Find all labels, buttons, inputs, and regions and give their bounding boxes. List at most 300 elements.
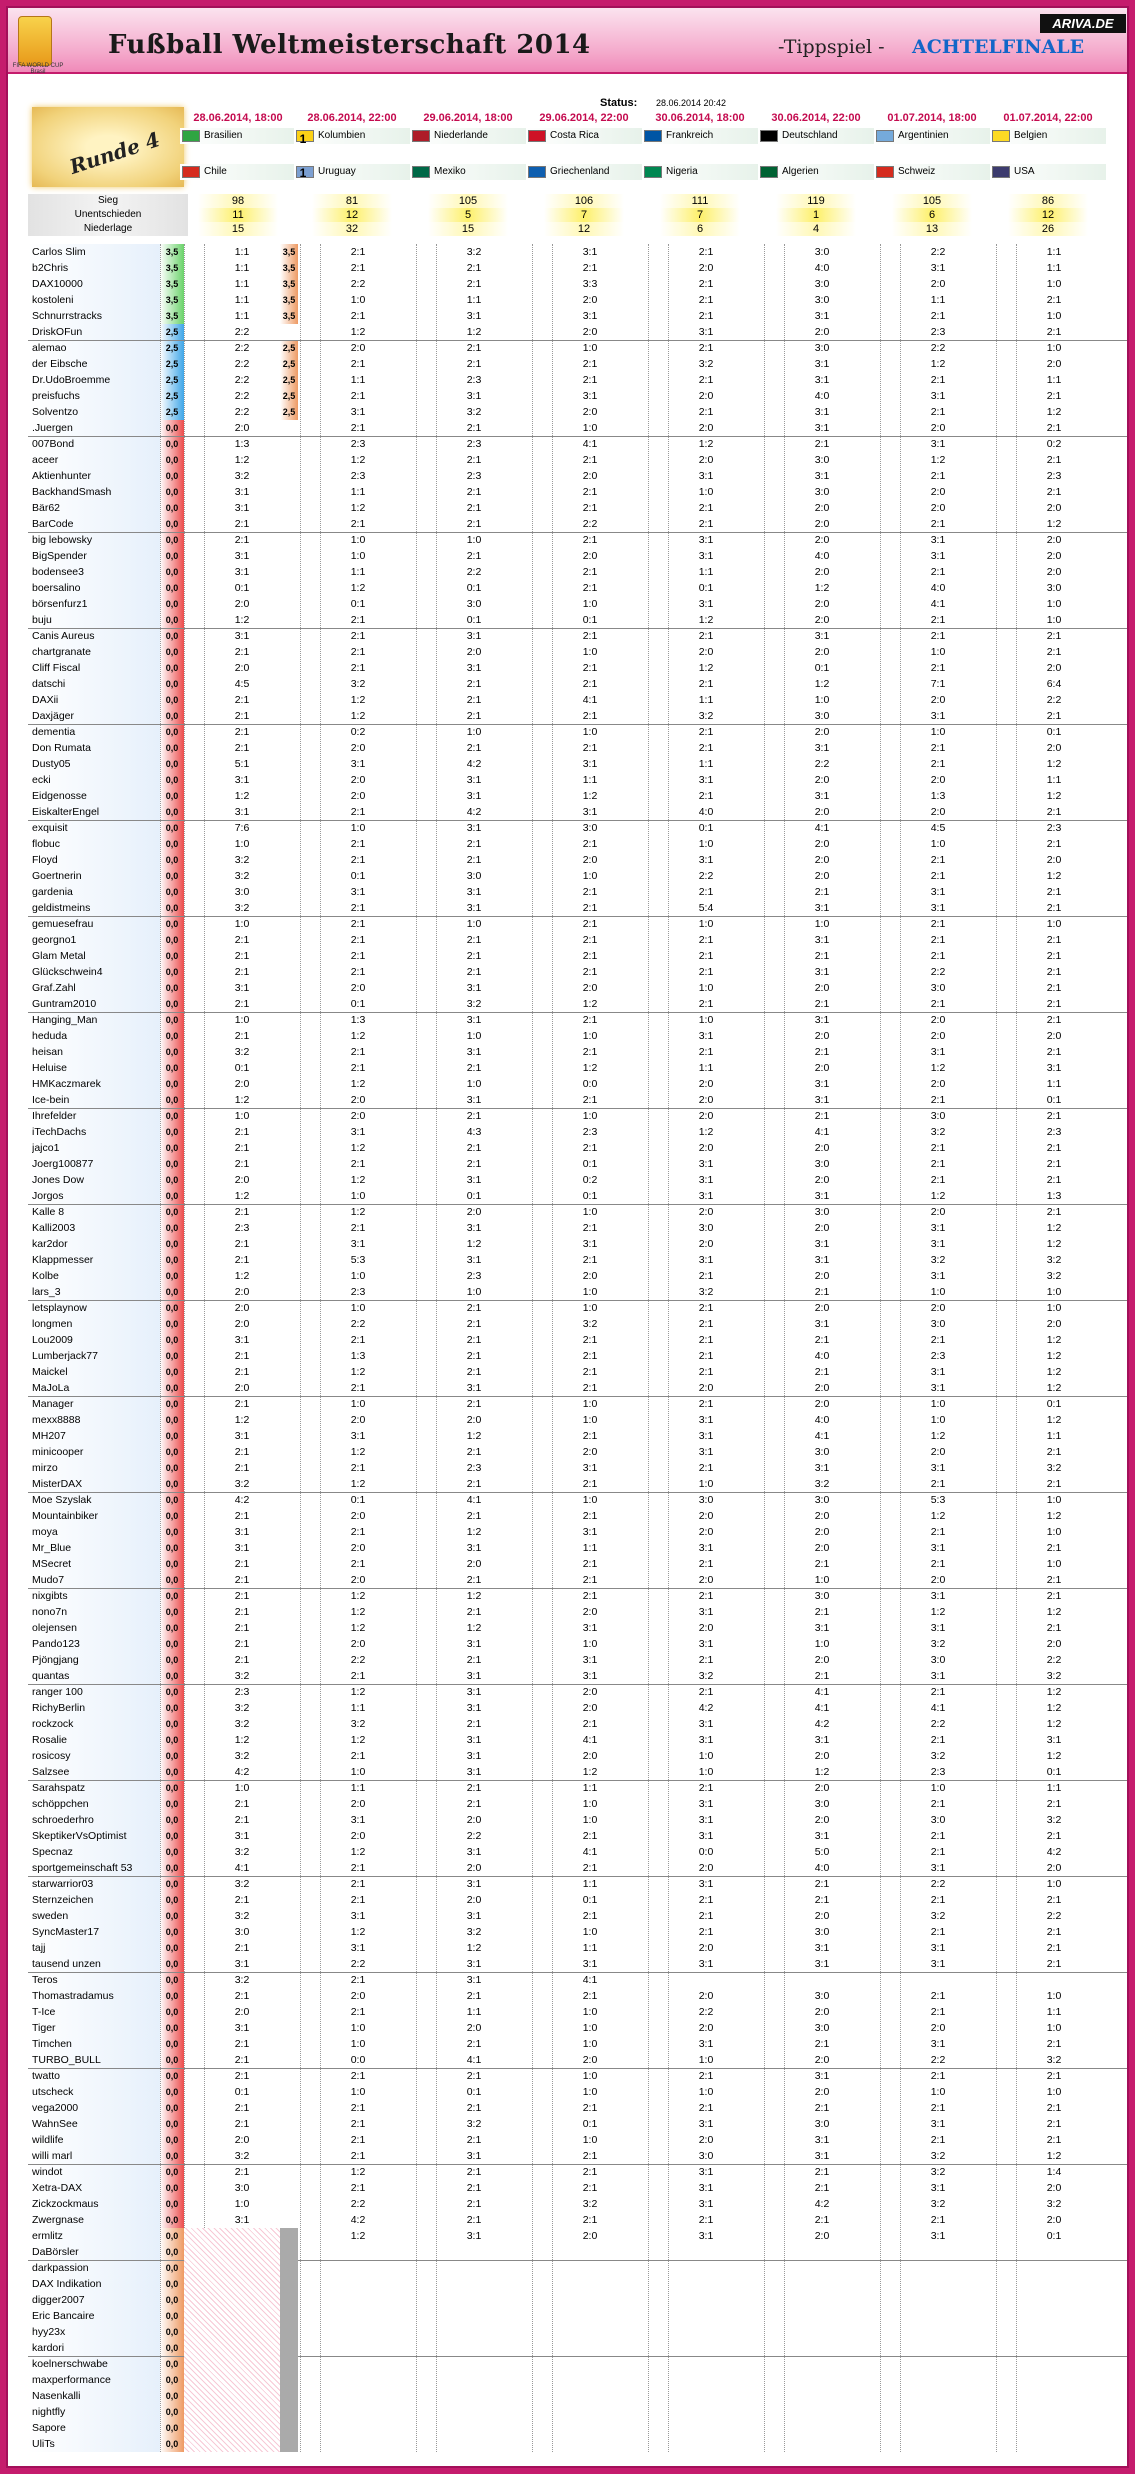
player-name[interactable]: Eric Bancaire xyxy=(32,2310,95,2322)
player-name[interactable]: willi marl xyxy=(32,2150,73,2162)
tip-cell: 2:1 xyxy=(930,310,946,322)
player-name[interactable]: Goertnerin xyxy=(32,870,82,882)
tip-cell: 2:1 xyxy=(930,2134,946,2146)
tip-cell: 1:0 xyxy=(814,1638,830,1650)
ariva-logo[interactable]: ARIVA.DE xyxy=(1040,14,1126,33)
player-name[interactable]: alemao xyxy=(32,342,67,354)
tip-cell: 3:1 xyxy=(466,630,482,642)
player-name[interactable]: hyy23x xyxy=(32,2326,66,2338)
points-badge: 0,0 xyxy=(160,468,184,484)
team-1-cell xyxy=(874,128,990,144)
tip-cell: 2:1 xyxy=(350,902,366,914)
player-name[interactable]: rosicosy xyxy=(32,1750,71,1762)
player-name[interactable]: UliTs xyxy=(32,2438,55,2450)
player-name[interactable]: wildlife xyxy=(32,2134,64,2146)
points-badge: 0,0 xyxy=(160,1108,184,1124)
player-name[interactable]: kostoleni xyxy=(32,294,74,306)
stat-value: 32 xyxy=(312,222,392,236)
tip-cell: 2:1 xyxy=(698,1910,714,1922)
player-name[interactable]: Pando123 xyxy=(32,1638,80,1650)
player-name[interactable]: Canis Aureus xyxy=(32,630,95,642)
player-name[interactable]: buju xyxy=(32,614,52,626)
points-badge: 0,0 xyxy=(160,2436,184,2452)
stat-value: 5 xyxy=(428,208,508,222)
tip-cell: 1:2 xyxy=(1046,2150,1062,2162)
tip-cell: 1:0 xyxy=(930,838,946,850)
player-name[interactable]: Zickzockmaus xyxy=(32,2198,99,2210)
player-name[interactable]: Carlos Slim xyxy=(32,246,86,258)
player-name[interactable]: Zwergnase xyxy=(32,2214,84,2226)
player-name[interactable]: utscheck xyxy=(32,2086,74,2098)
tip-cell: 2:1 xyxy=(466,1302,482,1314)
player-name[interactable]: iTechDachs xyxy=(32,1126,87,1138)
points-badge: 0,0 xyxy=(160,1332,184,1348)
tip-cell: 3:1 xyxy=(698,2118,714,2130)
points-badge: 2,5 xyxy=(160,356,184,372)
table-row xyxy=(28,980,1128,996)
tip-cell: 2:1 xyxy=(466,1606,482,1618)
player-name[interactable]: Xetra-DAX xyxy=(32,2182,83,2194)
tip-cell: 3:2 xyxy=(234,1670,250,1682)
stat-value: 12 xyxy=(312,208,392,222)
player-name[interactable]: Jones Dow xyxy=(32,1174,84,1186)
tip-cell: 1:4 xyxy=(1046,2166,1062,2178)
tip-cell: 3:1 xyxy=(814,1254,830,1266)
player-name[interactable]: Moe Szyslak xyxy=(32,1494,92,1506)
player-name[interactable]: Sarahspatz xyxy=(32,1782,86,1794)
tip-cell: 3:1 xyxy=(466,2150,482,2162)
points-badge: 0,0 xyxy=(160,932,184,948)
player-name[interactable]: DAXii xyxy=(32,694,59,706)
tip-cell: 1:2 xyxy=(350,1078,366,1090)
player-name[interactable]: Hanging_Man xyxy=(32,1014,98,1026)
player-name[interactable]: MisterDAX xyxy=(32,1478,83,1490)
player-name[interactable]: Schnurrstracks xyxy=(32,310,103,322)
player-name[interactable]: moya xyxy=(32,1526,58,1538)
player-name[interactable]: Don Rumata xyxy=(32,742,91,754)
player-name[interactable]: SkeptikerVsOptimist xyxy=(32,1830,127,1842)
tip-cell: 2:1 xyxy=(1046,1478,1062,1490)
player-name[interactable]: Salzsee xyxy=(32,1766,70,1778)
player-name[interactable]: digger2007 xyxy=(32,2294,85,2306)
tip-cell: 2:1 xyxy=(466,1366,482,1378)
tip-cell: 4:2 xyxy=(466,806,482,818)
player-name[interactable]: ermlitz xyxy=(32,2230,63,2242)
player-name[interactable]: minicooper xyxy=(32,1446,84,1458)
tip-cell: 1:1 xyxy=(698,566,714,578)
player-name[interactable]: Daxjäger xyxy=(32,710,75,722)
player-name[interactable]: mirzo xyxy=(32,1462,58,1474)
player-name[interactable]: georgno1 xyxy=(32,934,77,946)
tip-cell: 2:0 xyxy=(930,502,946,514)
tip-cell: 1:2 xyxy=(466,1590,482,1602)
player-name[interactable]: boersalino xyxy=(32,582,81,594)
tip-cell: 2:1 xyxy=(350,2102,366,2114)
tip-cell: 2:0 xyxy=(1046,662,1062,674)
player-name[interactable]: aceer xyxy=(32,454,59,466)
player-name[interactable]: Glam Metal xyxy=(32,950,86,962)
player-name[interactable]: ranger 100 xyxy=(32,1686,83,1698)
player-name[interactable]: nono7n xyxy=(32,1606,68,1618)
player-name[interactable]: bodensee3 xyxy=(32,566,84,578)
tip-cell: 2:3 xyxy=(350,438,366,450)
tip-cell: 4:2 xyxy=(234,1494,250,1506)
table-row xyxy=(28,2004,1128,2020)
player-name[interactable]: kardori xyxy=(32,2342,65,2354)
player-name[interactable]: Jorgos xyxy=(32,1190,64,1202)
stat-value: 13 xyxy=(892,222,972,236)
tip-cell: 2:1 xyxy=(234,1350,250,1362)
player-name[interactable]: MH207 xyxy=(32,1430,66,1442)
player-name[interactable]: Floyd xyxy=(32,854,58,866)
tip-cell: 2:0 xyxy=(698,1510,714,1522)
points-badge: 0,0 xyxy=(160,1572,184,1588)
player-name[interactable]: Pjöngjang xyxy=(32,1654,79,1666)
round-label: Runde 4 xyxy=(66,127,163,179)
points-badge: 0,0 xyxy=(160,1316,184,1332)
tip-cell: 1:0 xyxy=(350,1766,366,1778)
team-1-cell xyxy=(526,128,642,144)
player-name[interactable]: Lou2009 xyxy=(32,1334,73,1346)
points-badge: 0,0 xyxy=(160,1940,184,1956)
tip-cell: 3:1 xyxy=(234,774,250,786)
tip-cell: 2:1 xyxy=(582,902,598,914)
player-name[interactable]: Lumberjack77 xyxy=(32,1350,98,1362)
player-name[interactable]: Guntram2010 xyxy=(32,998,97,1010)
tip-cell: 2:1 xyxy=(350,1878,366,1890)
tip-cell: 2:1 xyxy=(698,726,714,738)
player-name[interactable]: Kolbe xyxy=(32,1270,59,1282)
player-name[interactable]: gardenia xyxy=(32,886,73,898)
player-name[interactable]: ecki xyxy=(32,774,51,786)
player-name[interactable]: Joerg100877 xyxy=(32,1158,94,1170)
player-name[interactable]: Heluise xyxy=(32,1062,68,1074)
tip-cell: 3:1 xyxy=(814,2070,830,2082)
tip-cell: 3:1 xyxy=(350,758,366,770)
player-name[interactable]: darkpassion xyxy=(32,2262,89,2274)
player-name[interactable]: starwarrior03 xyxy=(32,1878,94,1890)
tip-cell: 3:1 xyxy=(698,1430,714,1442)
player-name[interactable]: Manager xyxy=(32,1398,74,1410)
group-separator xyxy=(28,724,1128,725)
tip-cell: 1:2 xyxy=(466,1622,482,1634)
tip-cell: 1:2 xyxy=(234,1414,250,1426)
table-row xyxy=(28,1348,1128,1364)
player-name[interactable]: rockzock xyxy=(32,1718,74,1730)
player-name[interactable]: sweden xyxy=(32,1910,69,1922)
tip-cell: 1:2 xyxy=(930,454,946,466)
match-points: 3,5 xyxy=(280,276,298,292)
player-name[interactable]: TURBO_BULL xyxy=(32,2054,101,2066)
player-name[interactable]: tajj xyxy=(32,1942,46,1954)
player-name[interactable]: schroederhro xyxy=(32,1814,94,1826)
player-name[interactable]: dementia xyxy=(32,726,76,738)
tip-cell: 3:2 xyxy=(930,2198,946,2210)
table-row xyxy=(28,1764,1128,1780)
player-name[interactable]: quantas xyxy=(32,1670,70,1682)
tip-cell: 2:1 xyxy=(466,1798,482,1810)
column-divider xyxy=(668,244,669,2452)
tip-cell: 2:3 xyxy=(350,1286,366,1298)
player-name[interactable]: Ice-bein xyxy=(32,1094,70,1106)
player-name[interactable]: Mountainbiker xyxy=(32,1510,98,1522)
tip-cell: 2:1 xyxy=(350,1862,366,1874)
player-name[interactable]: Nasenkalli xyxy=(32,2390,81,2402)
player-name[interactable]: preisfuchs xyxy=(32,390,80,402)
player-name[interactable]: DriskOFun xyxy=(32,326,83,338)
player-name[interactable]: chartgranate xyxy=(32,646,91,658)
player-name[interactable]: koelnerschwabe xyxy=(32,2358,108,2370)
tip-cell: 3:1 xyxy=(698,2230,714,2242)
table-row xyxy=(28,1028,1128,1044)
player-name[interactable]: SyncMaster17 xyxy=(32,1926,100,1938)
tip-cell: 3:1 xyxy=(466,1174,482,1186)
flag-icon xyxy=(992,130,1010,142)
player-name[interactable]: Aktienhunter xyxy=(32,470,91,482)
player-name[interactable]: Klappmesser xyxy=(32,1254,94,1266)
player-name[interactable]: Dr.UdoBroemme xyxy=(32,374,111,386)
player-name[interactable]: letsplaynow xyxy=(32,1302,87,1314)
player-name[interactable]: DAX Indikation xyxy=(32,2278,102,2290)
tip-cell: 1:2 xyxy=(350,326,366,338)
tip-cell: 3:2 xyxy=(234,902,250,914)
flag-icon xyxy=(412,130,430,142)
player-name[interactable]: olejensen xyxy=(32,1622,77,1634)
points-badge: 0,0 xyxy=(160,2004,184,2020)
player-name[interactable]: DaBörsler xyxy=(32,2246,79,2258)
player-name[interactable]: Solventzo xyxy=(32,406,79,418)
tip-cell: 2:0 xyxy=(350,1414,366,1426)
points-badge: 0,0 xyxy=(160,452,184,468)
team-2-cell xyxy=(410,164,526,180)
team-2-cell xyxy=(874,164,990,180)
player-name[interactable]: jajco1 xyxy=(32,1142,60,1154)
table-row xyxy=(28,740,1128,756)
player-name[interactable]: gemuesefrau xyxy=(32,918,94,930)
tip-cell: 2:1 xyxy=(698,1046,714,1058)
table-row xyxy=(28,1780,1128,1796)
tip-cell: 5:0 xyxy=(814,1846,830,1858)
player-name[interactable]: heduda xyxy=(32,1030,68,1042)
tip-cell: 1:1 xyxy=(582,1542,598,1554)
tip-cell: 3:0 xyxy=(814,1206,830,1218)
tip-cell: 3:1 xyxy=(466,1094,482,1106)
tip-cell: 2:0 xyxy=(814,646,830,658)
player-name[interactable]: Cliff Fiscal xyxy=(32,662,81,674)
tip-cell: 2:1 xyxy=(930,566,946,578)
points-badge: 0,0 xyxy=(160,1828,184,1844)
group-separator xyxy=(28,1684,1128,1685)
player-name[interactable]: tausend unzen xyxy=(32,1958,101,1970)
table-row xyxy=(28,1972,1128,1988)
tip-cell: 4:1 xyxy=(466,1494,482,1506)
player-name[interactable]: WahnSee xyxy=(32,2118,78,2130)
tip-cell: 2:1 xyxy=(1046,934,1062,946)
tip-cell: 3:1 xyxy=(698,1190,714,1202)
player-name[interactable]: Bär62 xyxy=(32,502,61,514)
player-name[interactable]: longmen xyxy=(32,1318,73,1330)
player-name[interactable]: HMKaczmarek xyxy=(32,1078,101,1090)
player-name[interactable]: Tiger xyxy=(32,2022,56,2034)
tip-cell: 2:3 xyxy=(582,1126,598,1138)
player-name[interactable]: BackhandSmash xyxy=(32,486,112,498)
points-badge: 0,0 xyxy=(160,1508,184,1524)
tip-cell: 2:1 xyxy=(698,1270,714,1282)
tip-cell: 2:1 xyxy=(698,1654,714,1666)
tip-cell: 2:1 xyxy=(1046,646,1062,658)
tip-cell: 2:1 xyxy=(930,1926,946,1938)
player-name[interactable]: nightfly xyxy=(32,2406,66,2418)
player-name[interactable]: windot xyxy=(32,2166,63,2178)
tip-cell: 1:1 xyxy=(582,1878,598,1890)
player-name[interactable]: T-Ice xyxy=(32,2006,56,2018)
tip-cell: 2:1 xyxy=(930,870,946,882)
tip-cell: 2:0 xyxy=(814,774,830,786)
player-name[interactable]: Mudo7 xyxy=(32,1574,65,1586)
tip-cell: 3:1 xyxy=(466,790,482,802)
tip-cell: 2:1 xyxy=(234,2102,250,2114)
tip-cell: 3:1 xyxy=(350,1126,366,1138)
player-name[interactable]: nixgibts xyxy=(32,1590,68,1602)
stat-value: 6 xyxy=(660,222,740,236)
tip-cell: 2:1 xyxy=(234,998,250,1010)
tip-cell: 0:1 xyxy=(698,582,714,594)
locked-column xyxy=(280,2228,298,2452)
player-name[interactable]: lars_3 xyxy=(32,1286,61,1298)
tip-cell: 2:1 xyxy=(698,374,714,386)
player-name[interactable]: 007Bond xyxy=(32,438,75,450)
tip-cell: 1:0 xyxy=(582,1798,598,1810)
player-name[interactable]: MaJoLa xyxy=(32,1382,70,1394)
team-name: Kolumbien xyxy=(318,130,366,141)
player-name[interactable]: BigSpender xyxy=(32,550,87,562)
tip-cell: 2:0 xyxy=(350,1110,366,1122)
tip-cell: 2:1 xyxy=(234,710,250,722)
tip-cell: 3:1 xyxy=(814,374,830,386)
tip-cell: 2:1 xyxy=(1046,806,1062,818)
table-row xyxy=(28,1492,1128,1508)
points-badge: 0,0 xyxy=(160,1172,184,1188)
points-badge: 0,0 xyxy=(160,868,184,884)
flag-icon xyxy=(876,166,894,178)
stat-label-draw: Unentschieden xyxy=(28,208,188,222)
table-row xyxy=(28,852,1128,868)
table-row xyxy=(28,1476,1128,1492)
player-name[interactable]: Graf.Zahl xyxy=(32,982,76,994)
player-name[interactable]: Glückschwein4 xyxy=(32,966,103,978)
points-badge: 0,0 xyxy=(160,1044,184,1060)
tip-cell: 3:0 xyxy=(814,1494,830,1506)
tip-cell: 2:1 xyxy=(930,854,946,866)
player-name[interactable]: RichyBerlin xyxy=(32,1702,86,1714)
player-name[interactable]: datschi xyxy=(32,678,66,690)
player-name[interactable]: mexx8888 xyxy=(32,1414,81,1426)
player-name[interactable]: b2Chris xyxy=(32,262,69,274)
player-name[interactable]: kar2dor xyxy=(32,1238,68,1250)
player-name[interactable]: der Eibsche xyxy=(32,358,88,370)
player-name[interactable]: BarCode xyxy=(32,518,74,530)
player-name[interactable]: Kalli2003 xyxy=(32,1222,76,1234)
tip-cell: 7:1 xyxy=(930,678,946,690)
tip-cell: 3:1 xyxy=(698,1878,714,1890)
tip-cell: 1:2 xyxy=(814,678,830,690)
player-name[interactable]: Sternzeichen xyxy=(32,1894,94,1906)
tip-cell: 3:2 xyxy=(582,2198,598,2210)
tip-cell: 1:2 xyxy=(1046,790,1062,802)
tip-cell: 3:1 xyxy=(698,1830,714,1842)
match-points: 2,5 xyxy=(280,372,298,388)
player-name[interactable]: Timchen xyxy=(32,2038,72,2050)
points-badge: 0,0 xyxy=(160,564,184,580)
player-name[interactable]: maxperformance xyxy=(32,2374,111,2386)
player-name[interactable]: Thomastradamus xyxy=(32,1990,114,2002)
tip-cell: 2:1 xyxy=(466,1158,482,1170)
player-name[interactable]: schöppchen xyxy=(32,1798,89,1810)
player-name[interactable]: Rosalie xyxy=(32,1734,68,1746)
points-badge: 0,0 xyxy=(160,2196,184,2212)
player-name[interactable]: MSecret xyxy=(32,1558,72,1570)
tip-cell: 4:1 xyxy=(582,694,598,706)
player-name[interactable]: Ihrefelder xyxy=(32,1110,77,1122)
player-name[interactable]: flobuc xyxy=(32,838,61,850)
tip-cell: 1:0 xyxy=(582,1206,598,1218)
player-name[interactable]: Kalle 8 xyxy=(32,1206,65,1218)
table-row xyxy=(28,2116,1128,2132)
tip-cell: 3:2 xyxy=(1046,1462,1062,1474)
tip-cell: 2:0 xyxy=(234,1174,250,1186)
tip-cell: 2:0 xyxy=(1046,566,1062,578)
player-name[interactable]: Dusty05 xyxy=(32,758,71,770)
player-name[interactable]: heisan xyxy=(32,1046,63,1058)
tip-cell: 0:1 xyxy=(350,1494,366,1506)
tip-cell: 2:1 xyxy=(698,518,714,530)
player-name[interactable]: Teros xyxy=(32,1974,58,1986)
player-name[interactable]: vega2000 xyxy=(32,2102,79,2114)
player-name[interactable]: twatto xyxy=(32,2070,61,2082)
player-name[interactable]: sportgemeinschaft 53 xyxy=(32,1862,133,1874)
tip-cell: 2:1 xyxy=(234,518,250,530)
tip-cell: 6:4 xyxy=(1046,678,1062,690)
tip-cell: 1:2 xyxy=(350,1734,366,1746)
player-name[interactable]: .Juergen xyxy=(32,422,73,434)
points-badge: 0,0 xyxy=(160,836,184,852)
tip-cell: 1:2 xyxy=(930,1190,946,1202)
player-name[interactable]: Specnaz xyxy=(32,1846,73,1858)
tip-cell: 1:0 xyxy=(582,1926,598,1938)
player-name[interactable]: EiskalterEngel xyxy=(32,806,100,818)
tip-cell: 2:1 xyxy=(582,1910,598,1922)
player-name[interactable]: exquisit xyxy=(32,822,68,834)
player-name[interactable]: geldistmeins xyxy=(32,902,91,914)
tip-cell: 3:2 xyxy=(466,1926,482,1938)
player-name[interactable]: börsenfurz1 xyxy=(32,598,88,610)
tip-cell: 1:0 xyxy=(698,982,714,994)
player-name[interactable]: Maickel xyxy=(32,1366,68,1378)
player-name[interactable]: big lebowsky xyxy=(32,534,93,546)
tip-cell: 2:1 xyxy=(466,2214,482,2226)
group-separator xyxy=(28,1492,1128,1493)
player-name[interactable]: DAX10000 xyxy=(32,278,83,290)
player-name[interactable]: Sapore xyxy=(32,2422,66,2434)
player-name[interactable]: Eidgenosse xyxy=(32,790,87,802)
tip-cell: 2:1 xyxy=(234,966,250,978)
tip-cell: 2:1 xyxy=(582,1478,598,1490)
player-name[interactable]: Mr_Blue xyxy=(32,1542,72,1554)
game-stats xyxy=(776,194,856,236)
tip-cell: 2:1 xyxy=(234,1894,250,1906)
tip-cell: 2:0 xyxy=(814,870,830,882)
tip-cell: 2:0 xyxy=(814,1302,830,1314)
